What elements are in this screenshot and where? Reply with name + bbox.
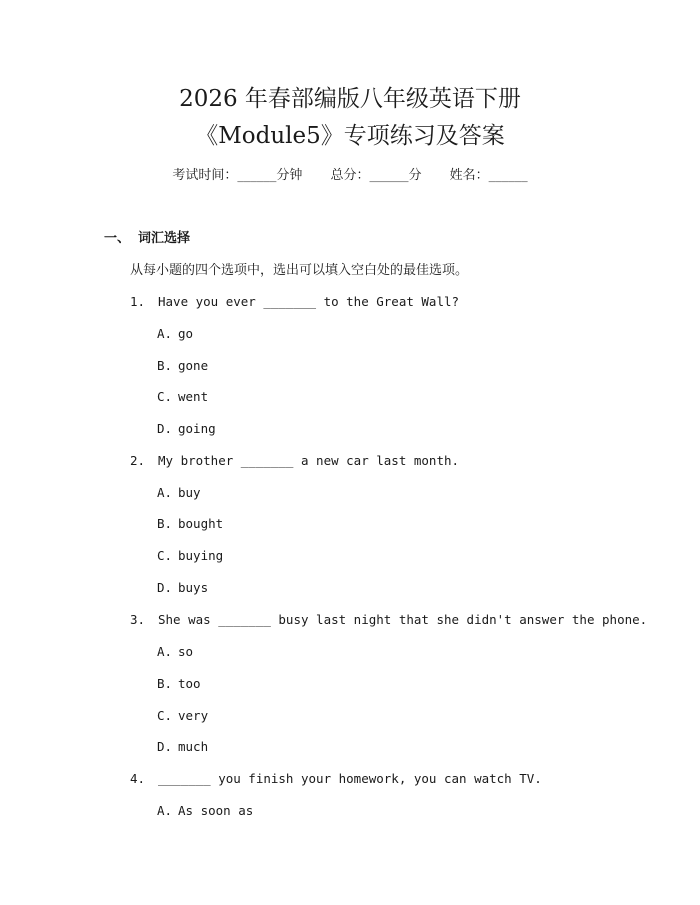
option-letter: D. (157, 580, 173, 595)
question-1 (130, 292, 459, 312)
option-3a (157, 642, 193, 662)
question-number: 3. (130, 612, 146, 627)
section-number: 一、 (104, 231, 131, 246)
option-letter: B. (157, 358, 173, 373)
option-letter: D. (157, 421, 173, 436)
option-letter: D. (157, 739, 173, 754)
option-text: very (178, 708, 209, 723)
option-2d (157, 578, 208, 598)
option-letter: B. (157, 676, 173, 691)
option-letter: C. (157, 548, 173, 563)
option-letter: C. (157, 708, 173, 723)
question-3 (130, 610, 647, 630)
total-score-field: 总分：______分 (330, 168, 422, 183)
option-text: went (178, 389, 209, 404)
option-1b (157, 356, 208, 376)
option-letter: A. (157, 485, 173, 500)
question-text: _______ you finish your homework, you can watch TV. (158, 771, 542, 786)
option-text: too (178, 676, 201, 691)
option-text: gone (178, 358, 209, 373)
option-4a (157, 801, 253, 821)
option-text: go (178, 326, 194, 341)
question-number: 1. (130, 294, 146, 309)
option-2b (157, 514, 223, 534)
exam-meta (0, 166, 700, 186)
option-text: bought (178, 516, 224, 531)
option-1a (157, 324, 193, 344)
option-2a (157, 483, 201, 503)
option-text: so (178, 644, 194, 659)
question-number: 4. (130, 771, 146, 786)
exam-time-field: 考试时间：______分钟 (172, 168, 303, 183)
option-letter: C. (157, 389, 173, 404)
option-3c (157, 706, 208, 726)
option-letter: A. (157, 644, 173, 659)
option-text: going (178, 421, 216, 436)
question-text: Have you ever _______ to the Great Wall? (158, 294, 460, 309)
page-subtitle: 《Module5》专项练习及答案 (195, 123, 505, 149)
option-text: As soon as (178, 803, 254, 818)
section-heading (104, 229, 190, 249)
question-4 (130, 769, 542, 789)
name-field: 姓名：______ (449, 168, 528, 183)
option-1c (157, 387, 208, 407)
option-letter: A. (157, 803, 173, 818)
option-letter: A. (157, 326, 173, 341)
page-title: 2026 年春部编版八年级英语下册 (179, 86, 521, 112)
option-text: much (178, 739, 209, 754)
option-3b (157, 674, 201, 694)
option-letter: B. (157, 516, 173, 531)
question-text: My brother _______ a new car last month. (158, 453, 460, 468)
option-3d (157, 737, 208, 757)
question-text: She was _______ busy last night that she didn't answer the phone. (158, 612, 648, 627)
option-1d (157, 419, 216, 439)
section-instruction: 从每小题的四个选项中，选出可以填入空白处的最佳选项。 (130, 263, 469, 278)
question-2 (130, 451, 459, 471)
section-title: 词汇选择 (138, 231, 191, 246)
question-number: 2. (130, 453, 146, 468)
option-text: buying (178, 548, 224, 563)
option-text: buy (178, 485, 201, 500)
option-2c (157, 546, 223, 566)
option-text: buys (178, 580, 209, 595)
